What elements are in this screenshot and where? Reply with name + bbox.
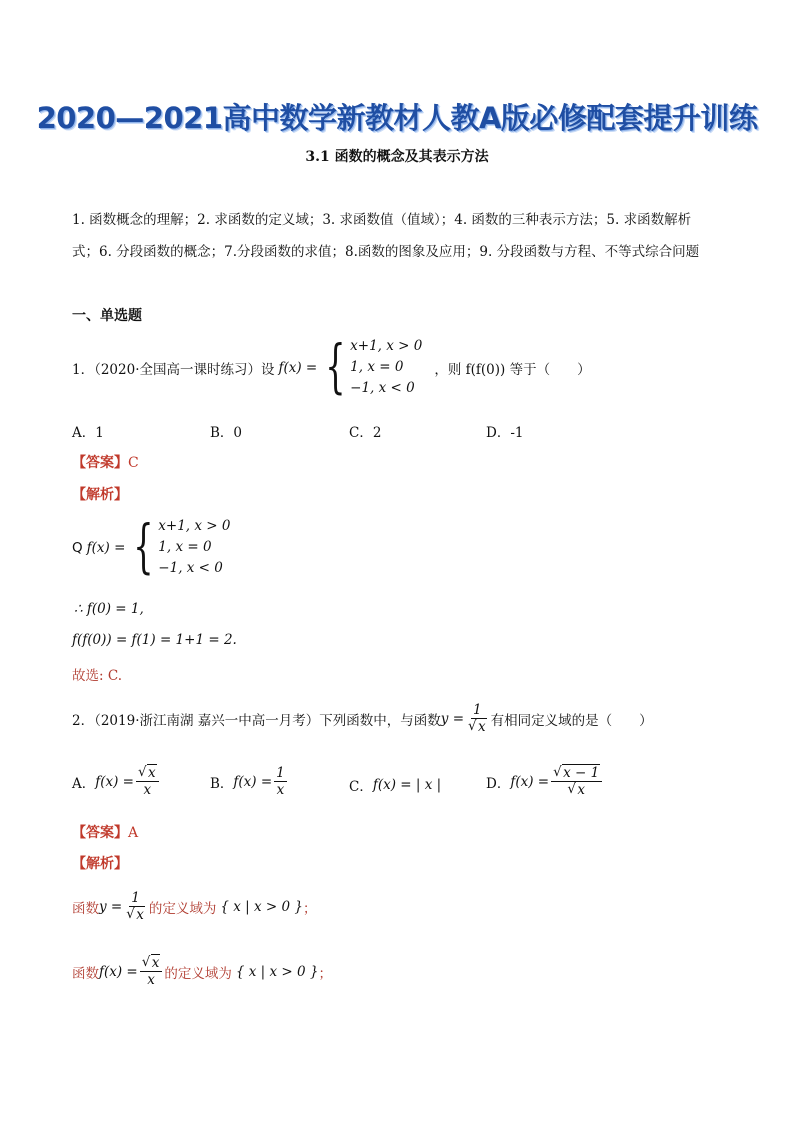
solution-2-line-1-y: y = bbox=[99, 898, 123, 915]
solution-1-piecewise bbox=[72, 512, 231, 580]
option-a[interactable]: A．1 bbox=[72, 425, 104, 441]
option-2c[interactable] bbox=[349, 775, 441, 795]
answer-value: A bbox=[128, 825, 139, 841]
solution-2-line-2-den: x bbox=[147, 972, 155, 988]
option-2d-fx: f(x) = bbox=[510, 773, 550, 790]
solution-2-line-1-prefix: 函数 bbox=[72, 900, 99, 917]
solution-1-case-3: −1, x < 0 bbox=[158, 560, 223, 576]
option-2b[interactable] bbox=[210, 765, 289, 798]
solution-2-line-1-set: { x | x > 0 } bbox=[220, 898, 303, 915]
solution-1-line-1: ∴ f(0) = 1, bbox=[74, 601, 144, 617]
solution-1-fx: f(x) = bbox=[86, 539, 126, 556]
question-1-suffix: ，则 f(f(0)) 等于（ ） bbox=[434, 361, 591, 378]
answer-value: C bbox=[128, 455, 139, 471]
analysis-label-2: 【解析】 bbox=[72, 856, 128, 872]
option-2b-fraction bbox=[274, 765, 287, 798]
intro-line-1: 1. 函数概念的理解；2. 求函数的定义域；3. 求函数值（值域）；4. 函数的三种表示方法；5. 求函数解析 bbox=[72, 212, 692, 228]
option-2a-label: A． bbox=[72, 775, 96, 792]
solution-2-line-1-den: x bbox=[136, 907, 144, 923]
solution-2-line-1-num: 1 bbox=[131, 890, 140, 906]
question-1 bbox=[72, 332, 591, 400]
analysis-label-1: 【解析】 bbox=[72, 487, 128, 503]
question-1-fx: f(x) = bbox=[278, 359, 318, 376]
option-2d-fraction bbox=[551, 765, 602, 798]
question-1-case-3: −1, x < 0 bbox=[350, 380, 415, 396]
option-b[interactable]: B．0 bbox=[210, 425, 243, 441]
option-c[interactable]: C．2 bbox=[349, 425, 382, 441]
fraction-denominator: x bbox=[478, 719, 486, 735]
solution-2-line-2-num: x bbox=[151, 955, 160, 971]
option-2d-label: D． bbox=[486, 775, 511, 792]
solution-2-line-1-mid: 的定义域为 bbox=[148, 900, 217, 917]
question-2-y: y = bbox=[440, 710, 465, 727]
solution-1-case-2: 1, x = 0 bbox=[158, 539, 212, 555]
option-2a[interactable] bbox=[72, 765, 161, 798]
solution-1-case-1: x+1, x > 0 bbox=[158, 518, 231, 534]
solution-1-line-2: f(f(0)) = f(1) = 1+1 = 2. bbox=[72, 632, 237, 648]
question-2-prefix: 2．（2019·浙江南湖 嘉兴一中高一月考）下列函数中，与函数 bbox=[72, 712, 441, 729]
option-d[interactable]: D．-1 bbox=[486, 425, 524, 441]
section-heading: 一、单选题 bbox=[72, 308, 142, 324]
option-2a-num: x bbox=[148, 765, 156, 781]
brace-icon: { bbox=[133, 512, 154, 580]
solution-2-line-2-fx: f(x) = bbox=[99, 963, 138, 980]
section-subtitle: 3.1 函数的概念及其表示方法 bbox=[305, 149, 489, 165]
option-2d-num: x − 1 bbox=[563, 765, 600, 781]
option-2a-fraction bbox=[136, 765, 159, 798]
option-2b-label: B． bbox=[210, 775, 234, 792]
option-2b-fx: f(x) = bbox=[233, 773, 273, 790]
answer-label: 【答案】 bbox=[72, 455, 128, 471]
solution-2-line-2-mid: 的定义域为 bbox=[164, 965, 232, 982]
solution-2-line-2 bbox=[72, 955, 332, 988]
solution-2-line-2-end: ； bbox=[318, 965, 332, 982]
solution-2-line-1 bbox=[72, 890, 316, 923]
question-2 bbox=[72, 702, 653, 735]
solution-1-cases bbox=[125, 512, 231, 580]
option-2b-den: x bbox=[276, 782, 285, 798]
answer-label: 【答案】 bbox=[72, 825, 128, 841]
option-2a-den: x bbox=[143, 782, 152, 798]
solution-2-line-1-fraction bbox=[124, 890, 147, 923]
solution-2-line-2-set: { x | x > 0 } bbox=[235, 963, 319, 980]
solution-1-conclusion: 故选: C. bbox=[72, 668, 122, 684]
option-2c-fx: f(x) = | x | bbox=[372, 777, 442, 793]
question-2-fraction bbox=[466, 702, 489, 735]
answer-1 bbox=[72, 452, 139, 472]
page-title: 2020—2021高中数学新教材人教A版必修配套提升训练 bbox=[36, 101, 758, 135]
option-2d[interactable] bbox=[486, 765, 604, 798]
option-2d-den: x bbox=[577, 782, 585, 798]
intro-line-2: 式；6. 分段函数的概念；7.分段函数的求值；8.函数的图象及应用；9. 分段函数与方程、不等式综合问题 bbox=[72, 244, 700, 260]
solution-2-line-2-fraction bbox=[140, 955, 163, 988]
solution-2-line-1-end: ； bbox=[302, 900, 317, 917]
brace-icon: { bbox=[325, 332, 346, 400]
question-1-case-1: x+1, x > 0 bbox=[350, 338, 423, 354]
option-2b-num: 1 bbox=[276, 765, 285, 781]
question-2-suffix: 有相同定义域的是（ ） bbox=[490, 712, 653, 729]
because-symbol: Q bbox=[72, 539, 83, 556]
question-1-case-2: 1, x = 0 bbox=[350, 359, 404, 375]
solution-2-line-2-prefix: 函数 bbox=[72, 965, 99, 982]
answer-2 bbox=[72, 822, 138, 842]
option-2c-label: C． bbox=[349, 779, 373, 795]
question-1-piecewise bbox=[317, 332, 423, 400]
question-1-prefix: 1．（2020·全国高一课时练习）设 bbox=[72, 361, 275, 378]
fraction-numerator: 1 bbox=[473, 702, 482, 718]
option-2a-fx: f(x) = bbox=[95, 773, 134, 790]
